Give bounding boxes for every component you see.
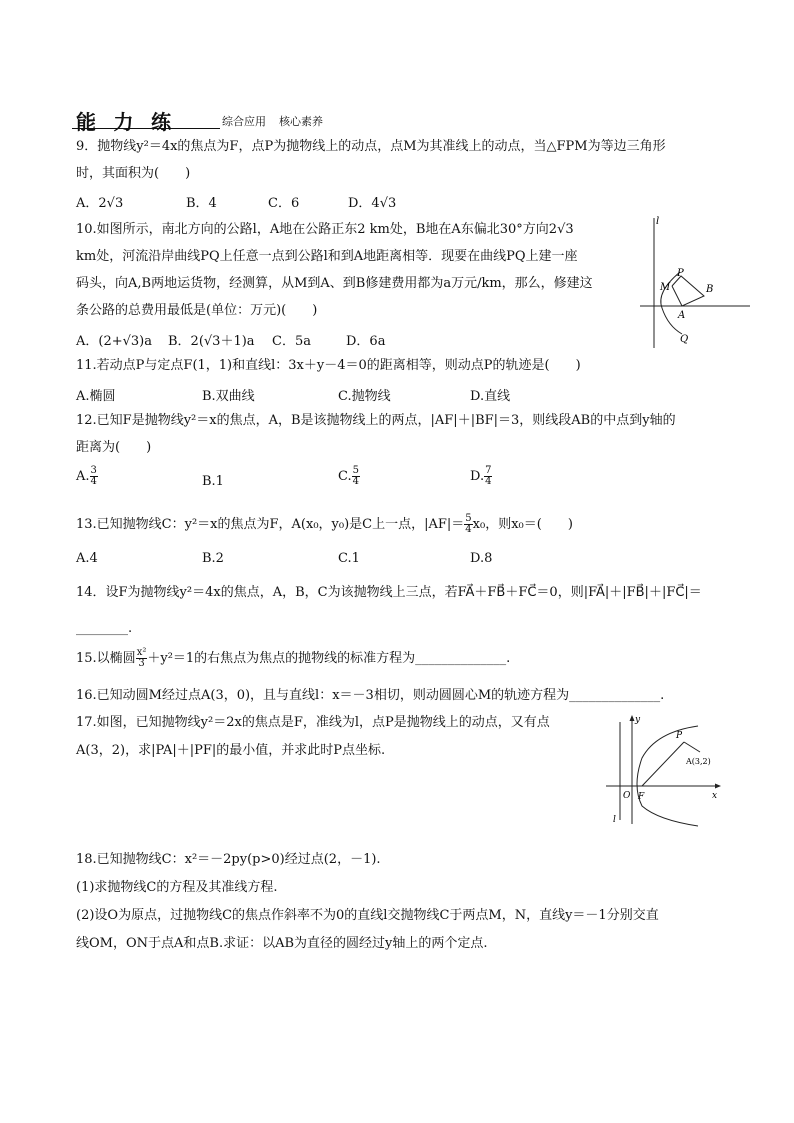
q9-option-a: A．2√3 (76, 196, 124, 211)
section-title: 能 力 练 (76, 112, 178, 134)
q10-option-a: A．(2+√3)a (76, 334, 153, 349)
q10-option-b: B．2(√3＋1)a (168, 334, 255, 349)
q15-line1: 15.以椭圆 $\frac{\text{x²}}{3}$ ＋y²＝1的右焦点为焦点的抛物线的标准方程为______________. (76, 647, 511, 669)
q13-option-c: C.1 (338, 551, 360, 566)
q13-line1: 13.已知抛物线C：y²＝x的焦点为F，A(x₀，y₀)是C上一点，|AF|＝ $\frac{5}{4}$ x₀，则x₀＝( ) (76, 513, 573, 535)
label-q: Q (680, 334, 689, 345)
m-a-b-path (672, 276, 704, 306)
q13-option-a: A.4 (76, 551, 98, 566)
q11-option-a: A.椭圆 (76, 389, 116, 404)
q10-line2: km处，河流沿岸曲线PQ上任意一点到公路l和到A地距离相等．现要在曲线PQ上建一座 (76, 249, 578, 264)
label-b: B (706, 284, 714, 295)
q11-option-d: D.直线 (470, 389, 511, 404)
q12-option-d: D. $\frac{7}{4}$ (470, 465, 492, 487)
q9-option-c: C．6 (268, 196, 300, 211)
q10-option-c: C．5a (272, 334, 311, 349)
label-a: A (678, 310, 686, 321)
label-p: P (676, 731, 683, 741)
q16-line1: 16.已知动圆M经过点A(3，0)，且与直线l：x＝－3相切，则动圆圆心M的轨迹方程为______________. (76, 688, 665, 703)
title-underline (72, 128, 220, 129)
y-axis-arrow (630, 715, 635, 721)
q11-option-c: C.抛物线 (338, 389, 391, 404)
q12-option-a: A. $\frac{3}{4}$ (76, 465, 97, 487)
q10-line1: 10.如图所示，南北方向的公路l，A地在公路正东2 km处，B地在A东偏北30°方向2√3 (76, 222, 574, 237)
q11-line1: 11.若动点P与定点F(1，1)和直线l：3x＋y－4＝0的距离相等，则动点P的轨迹是( ) (76, 358, 581, 373)
label-y: y (635, 715, 641, 725)
q17-line1: 17.如图，已知抛物线y²＝2x的焦点是F，准线为l，点P是抛物线上的动点，又有点 (76, 715, 550, 730)
q13-option-b: B.2 (202, 551, 224, 566)
segment-pa (684, 742, 700, 752)
label-o: O (623, 791, 631, 801)
q13-option-d: D.8 (470, 551, 493, 566)
q12-option-b: B.1 (202, 474, 224, 489)
q14-line1: 14．设F为抛物线y²＝4x的焦点，A，B，C为该抛物线上三点，若FA⃗＋FB⃗＋FC⃗＝0，则|FA⃗|＋|FB⃗|＋|FC⃗|＝ (76, 585, 702, 600)
q18-line2: (1)求抛物线C的方程及其准线方程. (76, 880, 278, 895)
label-a: A(3,2) (686, 757, 711, 766)
label-x: x (712, 791, 718, 801)
q11-option-b: B.双曲线 (202, 389, 255, 404)
label-p: P (677, 268, 684, 279)
q17-figure (602, 712, 724, 828)
q9-line2: 时，其面积为( ) (76, 166, 191, 181)
q14-blank: ________. (76, 621, 133, 636)
q18-line4: 线OM，ON于点A和点B.求证：以AB为直径的圆经过y轴上的两个定点. (76, 936, 488, 951)
q10-figure (640, 210, 754, 352)
q17-line2: A(3，2)，求|PA|＋|PF|的最小值，并求此时P点坐标. (76, 743, 386, 758)
parabola-curve (637, 726, 698, 826)
q18-line1: 18.已知抛物线C：x²＝－2py(p>0)经过点(2，－1). (76, 852, 381, 867)
q18-line3: (2)设O为原点，过抛物线C的焦点作斜率不为0的直线l交抛物线C于两点M，N，直线y＝－1分别交直 (76, 908, 659, 923)
q10-line3: 码头，向A,B两地运货物，经测算，从M到A、到B修建费用都为a万元/km，那么，修建这 (76, 276, 593, 291)
label-l: l (656, 216, 660, 227)
q10-option-d: D．6a (346, 334, 386, 349)
q12-option-c: C. $\frac{5}{4}$ (338, 465, 359, 487)
label-f: F (638, 792, 645, 802)
q10-line4: 条公路的总费用最低是(单位：万元)( ) (76, 303, 318, 318)
label-l: l (613, 815, 616, 825)
q9-option-b: B．4 (186, 196, 217, 211)
q9-line1: 9．抛物线y²＝4x的焦点为F，点P为抛物线上的动点，点M为其准线上的动点，当△FPM为等边三角形 (76, 139, 666, 154)
q12-line2: 距离为( ) (76, 440, 152, 455)
q12-line1: 12.已知F是抛物线y²＝x的焦点，A，B是该抛物线上的两点，|AF|＋|BF|＝3，则线段AB的中点到y轴的 (76, 413, 676, 428)
q9-option-d: D．4√3 (348, 196, 397, 211)
x-axis-arrow (715, 784, 721, 789)
section-subtitle: 综合应用 核心素养 (222, 116, 324, 128)
label-m: M (660, 282, 671, 293)
